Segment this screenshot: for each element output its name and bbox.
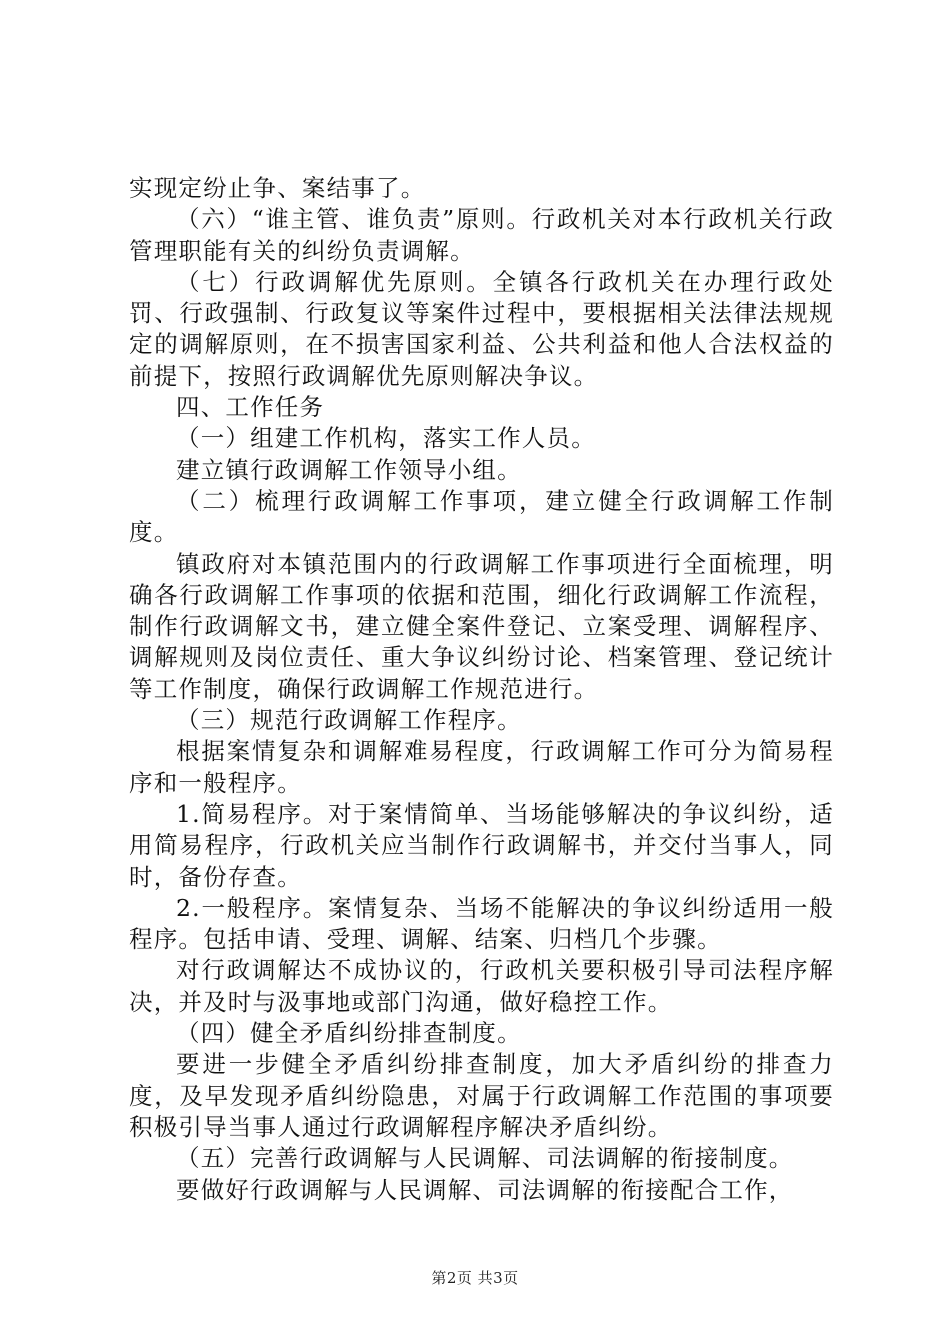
subheading-task-3: （三）规范行政调解工作程序。 bbox=[176, 706, 522, 735]
subheading-task-1: （一）组建工作机构，落实工作人员。 bbox=[176, 424, 596, 453]
subheading-task-4: （四）健全矛盾纠纷排查制度。 bbox=[176, 1019, 522, 1048]
section-heading-tasks: 四、工作任务 bbox=[176, 393, 325, 422]
paragraph-principle-6: （六）“谁主管、谁负责”原则。行政机关对本行政机关行政管理职能有关的纠纷负责调解。 bbox=[129, 205, 834, 265]
paragraph-task-3-body: 根据案情复杂和调解难易程度，行政调解工作可分为简易程序和一般程序。 bbox=[129, 737, 834, 797]
page-number-label: 第2页 共3页 bbox=[431, 1269, 519, 1287]
paragraph-task-4-body: 要进一步健全矛盾纠纷排查制度，加大矛盾纠纷的排查力度，及早发现矛盾纠纷隐患，对属于行政调解工作范围的事项要积极引导当事人通过行政调解程序解决矛盾纠纷。 bbox=[129, 1050, 834, 1141]
paragraph-simple-procedure: 1.简易程序。对于案情简单、当场能够解决的争议纠纷，适用简易程序，行政机关应当制作行政调解书，并交付当事人，同时，备份存查。 bbox=[129, 799, 834, 891]
document-body bbox=[129, 173, 834, 1206]
paragraph-principle-7: （七）行政调解优先原则。全镇各行政机关在办理行政处罚、行政强制、行政复议等案件过程中，要根据相关法律法规规定的调解原则，在不损害国家利益、公共利益和他人合法权益的前提下，按照行政调解优先原则解决争议。 bbox=[129, 267, 834, 390]
paragraph-general-procedure: 2.一般程序。案情复杂、当场不能解决的争议纠纷适用一般程序。包括申请、受理、调解、结案、归档几个步骤。 bbox=[129, 893, 834, 954]
paragraph-task-2-body: 镇政府对本镇范围内的行政调解工作事项进行全面梳理，明确各行政调解工作事项的依据和范围，细化行政调解工作流程，制作行政调解文书，建立健全案件登记、立案受理、调解程序、调解规则及岗位责任、重大争议纠纷讨论、档案管理、登记统计等工作制度，确保行政调解工作规范进行。 bbox=[129, 549, 834, 703]
paragraph-no-agreement: 对行政调解达不成协议的，行政机关要积极引导司法程序解决，并及时与汲事地或部门沟通，做好稳控工作。 bbox=[129, 956, 834, 1016]
subheading-task-2: （二）梳理行政调解工作事项，建立健全行政调解工作制度。 bbox=[129, 486, 834, 547]
page-footer bbox=[0, 1268, 950, 1288]
paragraph-task-5-body: 要做好行政调解与人民调解、司法调解的衔接配合工作， bbox=[176, 1175, 794, 1204]
paragraph-continuation: 实现定纷止争、案结事了。 bbox=[129, 174, 426, 202]
paragraph-task-1-body: 建立镇行政调解工作领导小组。 bbox=[176, 455, 522, 484]
subheading-task-5: （五）完善行政调解与人民调解、司法调解的衔接制度。 bbox=[176, 1144, 794, 1173]
